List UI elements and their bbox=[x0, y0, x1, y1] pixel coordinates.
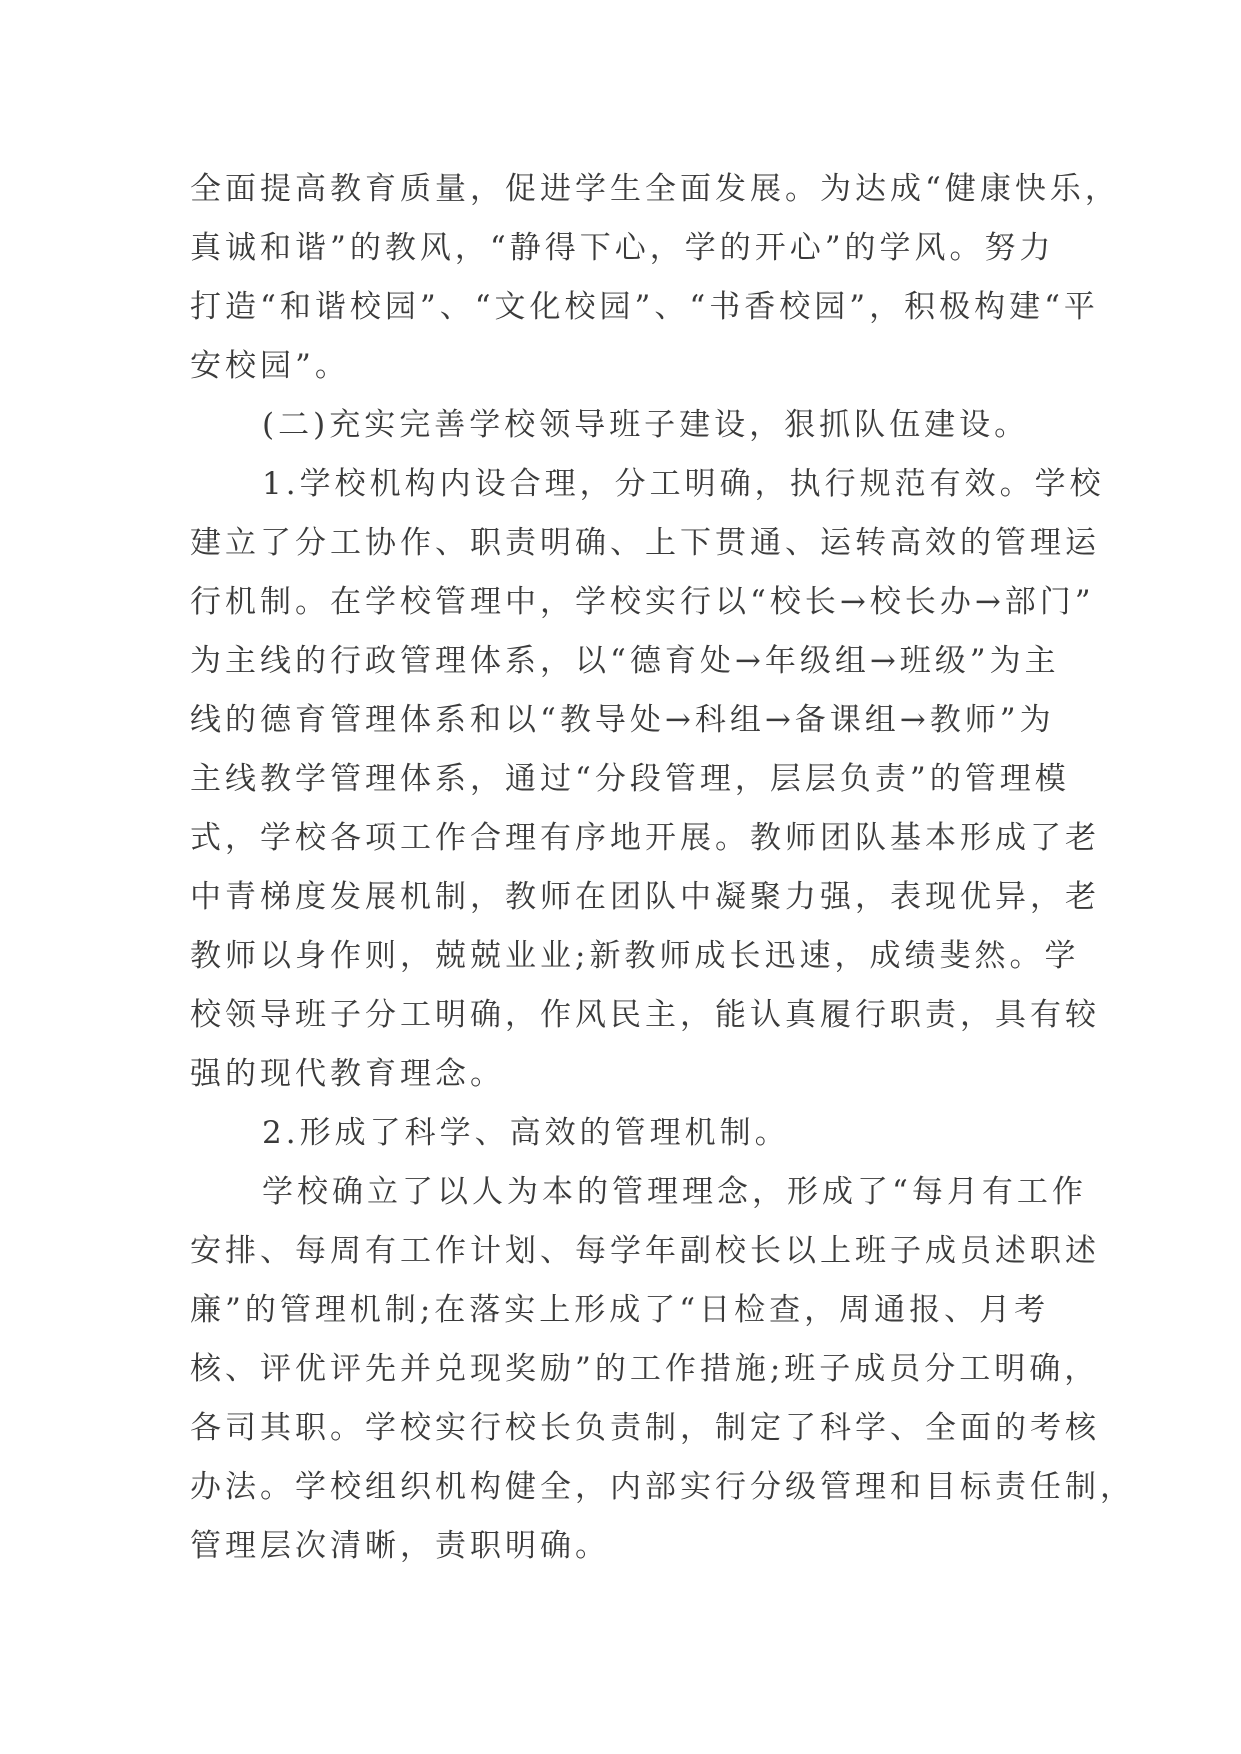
text-line: 线的德育管理体系和以“教导处→科组→备课组→教师”为 bbox=[190, 702, 1055, 738]
text-line: (二)充实完善学校领导班子建设，狠抓队伍建设。 bbox=[262, 407, 1030, 443]
text-line: 安排、每周有工作计划、每学年副校长以上班子成员述职述 bbox=[190, 1233, 1100, 1269]
text-line: 式，学校各项工作合理有序地开展。教师团队基本形成了老 bbox=[190, 820, 1100, 856]
text-line: 打造“和谐校园”、“文化校园”、“书香校园”，积极构建“平 bbox=[190, 289, 1099, 325]
text-line: 全面提高教育质量，促进学生全面发展。为达成“健康快乐， bbox=[190, 171, 1120, 207]
text-line: 2.形成了科学、高效的管理机制。 bbox=[262, 1115, 790, 1151]
text-line: 为主线的行政管理体系，以“德育处→年级组→班级”为主 bbox=[190, 643, 1060, 679]
text-line: 建立了分工协作、职责明确、上下贯通、运转高效的管理运 bbox=[190, 525, 1100, 561]
text-line: 主线教学管理体系，通过“分段管理，层层负责”的管理模 bbox=[190, 761, 1070, 797]
text-line: 各司其职。学校实行校长负责制，制定了科学、全面的考核 bbox=[190, 1410, 1100, 1446]
text-line: 核、评优评先并兑现奖励”的工作措施;班子成员分工明确， bbox=[190, 1351, 1100, 1387]
text-line: 真诚和谐”的教风，“静得下心，学的开心”的学风。努力 bbox=[190, 230, 1055, 266]
text-line: 校领导班子分工明确，作风民主，能认真履行职责，具有较 bbox=[190, 997, 1100, 1033]
text-line: 安校园”。 bbox=[190, 348, 350, 384]
text-line: 教师以身作则，兢兢业业;新教师成长迅速，成绩斐然。学 bbox=[190, 938, 1080, 974]
body-text bbox=[190, 160, 1135, 1576]
text-line: 办法。学校组织机构健全，内部实行分级管理和目标责任制， bbox=[190, 1469, 1135, 1505]
text-line: 强的现代教育理念。 bbox=[190, 1056, 505, 1092]
text-line: 管理层次清晰，责职明确。 bbox=[190, 1528, 610, 1564]
text-line: 廉”的管理机制;在落实上形成了“日检查，周通报、月考 bbox=[190, 1292, 1050, 1328]
text-line: 1.学校机构内设合理，分工明确，执行规范有效。学校 bbox=[262, 466, 1105, 502]
text-line: 中青梯度发展机制，教师在团队中凝聚力强，表现优异，老 bbox=[190, 879, 1100, 915]
text-line: 行机制。在学校管理中，学校实行以“校长→校长办→部门” bbox=[190, 584, 1095, 620]
text-line: 学校确立了以人为本的管理理念，形成了“每月有工作 bbox=[262, 1174, 1087, 1210]
